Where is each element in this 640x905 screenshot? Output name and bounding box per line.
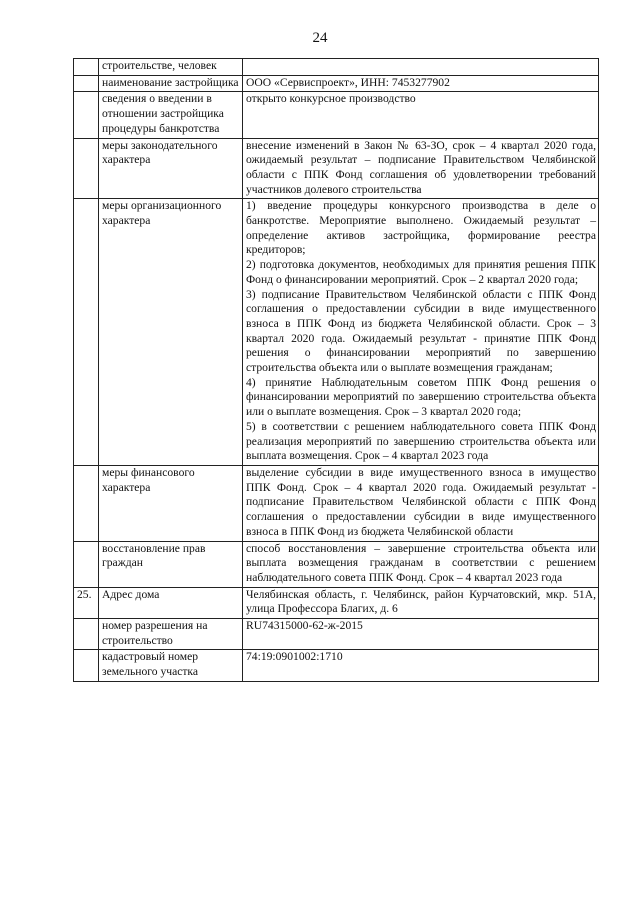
info-table xyxy=(73,58,599,682)
row-label: меры финансового характера xyxy=(99,465,243,541)
row-value: RU74315000-62-ж-2015 xyxy=(243,619,599,650)
table-row xyxy=(74,59,599,76)
row-number xyxy=(74,650,99,681)
row-value: внесение изменений в Закон № 63-ЗО, срок – 4 квартал 2020 года, ожидаемый результат – подписание Правительством Челябинской области с ППК Фонд соглашения об удовлетворении требований участников долевого строительства xyxy=(243,138,599,199)
row-label: сведения о введении в отношении застройщика процедуры банкротства xyxy=(99,92,243,138)
row-number xyxy=(74,138,99,199)
row-label: меры организационного характера xyxy=(99,199,243,466)
table-row xyxy=(74,75,599,92)
row-label: восстановление прав граждан xyxy=(99,541,243,587)
row-number xyxy=(74,465,99,541)
row-value: 74:19:0901002:1710 xyxy=(243,650,599,681)
table-row xyxy=(74,587,599,618)
table-row xyxy=(74,541,599,587)
row-number xyxy=(74,75,99,92)
row-number xyxy=(74,541,99,587)
list-item: 2) подготовка документов, необходимых для принятия решения ППК Фонд о финансировании мероприятий. Срок – 2 квартал 2020 года; xyxy=(246,258,596,286)
table-row xyxy=(74,199,599,466)
page-number: 24 xyxy=(312,30,328,46)
row-label: кадастровый номер земельного участка xyxy=(99,650,243,681)
row-value: ООО «Сервиспроект», ИНН: 7453277902 xyxy=(243,75,599,92)
table-row xyxy=(74,92,599,138)
table-row xyxy=(74,138,599,199)
row-value xyxy=(243,59,599,76)
row-value: открыто конкурсное производство xyxy=(243,92,599,138)
row-value: Челябинская область, г. Челябинск, район Курчатовский, мкр. 51А, улица Профессора Благих, д. 6 xyxy=(243,587,599,618)
row-number xyxy=(74,619,99,650)
list-item: 5) в соответствии с решением наблюдательного совета ППК Фонд реализация мероприятий по завершению строительства объекта или выплата возмещения. Срок – 4 квартал 2023 года xyxy=(246,419,596,463)
row-label: строительстве, человек xyxy=(99,59,243,76)
row-number xyxy=(74,199,99,466)
list-item: 3) подписание Правительством Челябинской области с ППК Фонд соглашения о предоставлении субсидии в виде имущественного взноса в ППК Фонд из бюджета Челябинской области. Срок – 3 квартал 2020 года. Ожидаемый результат - принятие ППК Фонд решения о финансировании мероприятий по завершению строительства объекта или о выплате возмещения гражданам; xyxy=(246,287,596,375)
row-number xyxy=(74,59,99,76)
list-item: 1) введение процедуры конкурсного производства в деле о банкротстве. Мероприятие выполнено. Ожидаемый результат – определение активов застройщика, формирование реестра кредиторов; xyxy=(246,199,596,257)
table-row xyxy=(74,619,599,650)
row-label: номер разрешения на строительство xyxy=(99,619,243,650)
row-label: меры законодательного характера xyxy=(99,138,243,199)
table-row xyxy=(74,650,599,681)
row-number: 25. xyxy=(74,587,99,618)
row-label: Адрес дома xyxy=(99,587,243,618)
row-number xyxy=(74,92,99,138)
list-item: 4) принятие Наблюдательным советом ППК Фонд решения о финансировании мероприятий по завершению строительства объекта или о выплате возмещения. Срок – 3 квартал 2020 года; xyxy=(246,375,596,419)
row-value: выделение субсидии в виде имущественного взноса в имущество ППК Фонд. Срок – 4 квартал 2020 года. Ожидаемый результат - подписание Правительством Челябинской области с ППК Фонд соглашения о предоставлении субсидии в виде имущественного взноса в ППК Фонд из бюджета Челябинской области xyxy=(243,465,599,541)
table-row xyxy=(74,465,599,541)
row-value: способ восстановления – завершение строительства объекта или выплата возмещения гражданам в соответствии с решением наблюдательного совета ППК Фонд. Срок – 4 квартал 2023 года xyxy=(243,541,599,587)
row-label: наименование застройщика xyxy=(99,75,243,92)
row-value-list xyxy=(243,199,599,466)
